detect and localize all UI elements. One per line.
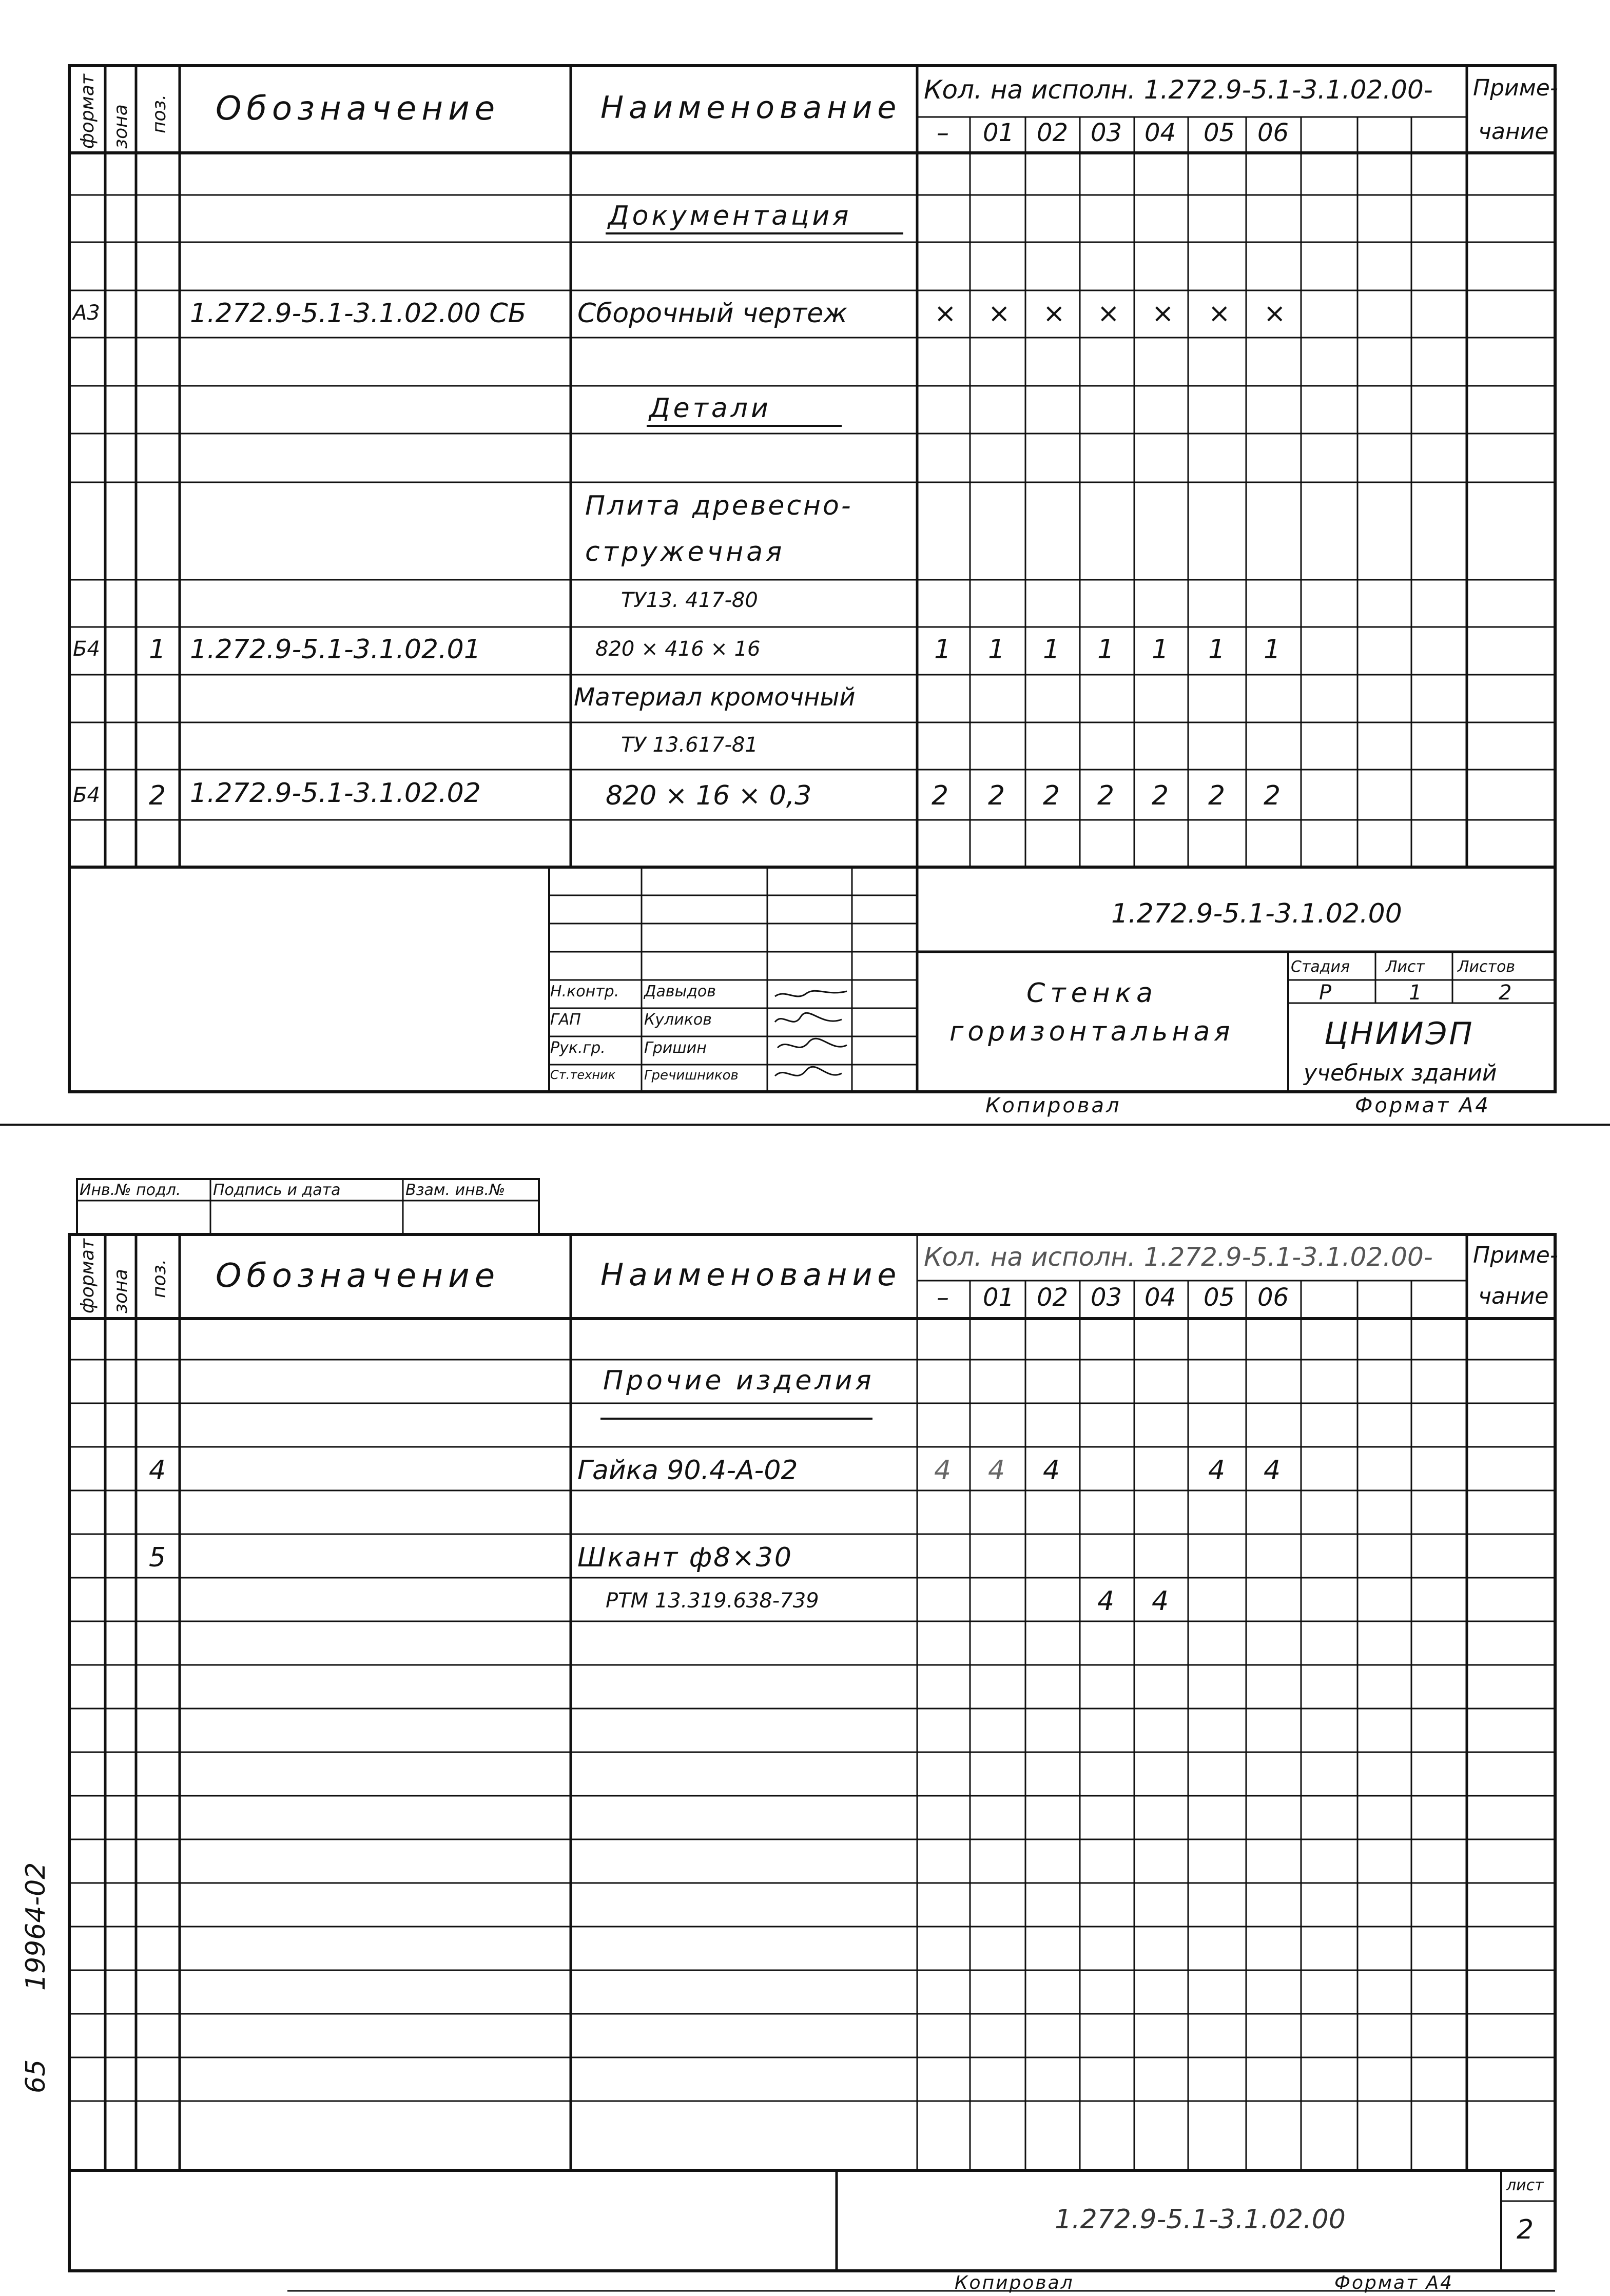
qty-header-label: Кол. на исполн. 1.272.9-5.1-3.1.02.00- bbox=[924, 1242, 1433, 1272]
signer-role: Рук.гр. bbox=[550, 1039, 606, 1057]
row-doc-mark: × bbox=[988, 298, 1011, 329]
stamp-inv-label: Инв.№ подл. bbox=[80, 1181, 181, 1199]
row2-designation: 1.272.9-5.1-3.1.02.02 bbox=[190, 778, 481, 809]
row5-name-line1: Шкант ф8×30 bbox=[577, 1542, 793, 1573]
col-name-label: Наименование bbox=[600, 1257, 902, 1293]
col-pos-label: поз. bbox=[149, 94, 170, 133]
variant-label: 01 bbox=[983, 119, 1015, 147]
material-line2: ТУ 13.617-81 bbox=[621, 733, 758, 757]
section-other-heading: Прочие изделия bbox=[603, 1365, 875, 1396]
copied-note: Копировал bbox=[985, 1094, 1121, 1117]
col-format-label: формат bbox=[77, 74, 98, 149]
row1-qty: 1 bbox=[934, 634, 952, 665]
signer-role: ГАП bbox=[550, 1011, 581, 1029]
variant-label: 04 bbox=[1145, 1283, 1176, 1312]
org-line1: ЦНИИЭП bbox=[1324, 1016, 1475, 1052]
row5-name-line2: РТМ 13.319.638-739 bbox=[606, 1589, 819, 1613]
row2-qty: 2 bbox=[1208, 780, 1226, 811]
col-designation-label: Обозначение bbox=[216, 90, 500, 128]
sheet-label: Лист bbox=[1386, 958, 1425, 976]
row-doc-designation: 1.272.9-5.1-3.1.02.00 СБ bbox=[190, 298, 527, 329]
signature-scribbles bbox=[770, 981, 852, 1091]
col-name-label: Наименование bbox=[600, 90, 902, 126]
signer-role: Н.контр. bbox=[550, 983, 619, 1000]
footer-sheet-number: 2 bbox=[1517, 2214, 1534, 2245]
row2-qty: 2 bbox=[988, 780, 1005, 811]
copied-note: Копировал bbox=[955, 2272, 1074, 2293]
note-header-bottom: чание bbox=[1478, 1283, 1549, 1309]
margin-note-number: 19964-02 bbox=[21, 1862, 51, 1991]
variant-label: 04 bbox=[1145, 119, 1176, 147]
variant-label: 05 bbox=[1204, 119, 1235, 147]
signer-role: Ст.техник bbox=[550, 1068, 616, 1082]
title-line1: Стенка bbox=[1026, 978, 1158, 1009]
variant-label: – bbox=[937, 119, 949, 147]
title-block-code: 1.272.9-5.1-3.1.02.00 bbox=[1111, 898, 1402, 929]
variant-label: 03 bbox=[1091, 119, 1122, 147]
row5-pos: 5 bbox=[149, 1542, 166, 1573]
row5-qty: 4 bbox=[1152, 1586, 1169, 1617]
row2-pos: 2 bbox=[149, 780, 166, 811]
row1-qty: 1 bbox=[1043, 634, 1060, 665]
row4-pos: 4 bbox=[149, 1455, 166, 1486]
row-doc-mark: × bbox=[1152, 298, 1174, 329]
row-doc-mark: × bbox=[1097, 298, 1120, 329]
variant-label: 06 bbox=[1257, 1283, 1289, 1312]
row4-qty: 4 bbox=[934, 1455, 952, 1486]
row2-qty: 2 bbox=[1097, 780, 1115, 811]
col-designation-label: Обозначение bbox=[216, 1257, 500, 1295]
row5-qty: 4 bbox=[1097, 1586, 1115, 1617]
row2-qty: 2 bbox=[1264, 780, 1281, 811]
row1-qty: 1 bbox=[1264, 634, 1281, 665]
plate-name-line2: стружечная bbox=[585, 537, 785, 567]
col-format-label: формат bbox=[77, 1239, 98, 1313]
stamp-replace-label: Взам. инв.№ bbox=[405, 1181, 506, 1199]
row1-designation: 1.272.9-5.1-3.1.02.01 bbox=[190, 634, 481, 665]
row4-name: Гайка 90.4-А-02 bbox=[577, 1455, 798, 1486]
col-zone-label: зона bbox=[110, 1269, 131, 1313]
stage-label: Стадия bbox=[1291, 958, 1350, 976]
row1-pos: 1 bbox=[149, 634, 166, 665]
row1-qty: 1 bbox=[1152, 634, 1169, 665]
row4-qty: 4 bbox=[1043, 1455, 1060, 1486]
row-doc-mark: × bbox=[934, 298, 957, 329]
row-doc-name: Сборочный чертеж bbox=[577, 298, 847, 329]
sheet-value: 1 bbox=[1409, 981, 1422, 1005]
row-doc-mark: × bbox=[1264, 298, 1286, 329]
signer-name: Гришин bbox=[644, 1039, 707, 1057]
row1-qty: 1 bbox=[1208, 634, 1226, 665]
variant-label: 05 bbox=[1204, 1283, 1235, 1312]
sheets-value: 2 bbox=[1499, 981, 1512, 1005]
col-pos-label: поз. bbox=[149, 1259, 170, 1298]
variant-label: 06 bbox=[1257, 119, 1289, 147]
row1-name: 820 × 416 × 16 bbox=[595, 637, 761, 661]
format-note: Формат А4 bbox=[1334, 2272, 1454, 2293]
note-header-top: Приме- bbox=[1473, 75, 1558, 101]
variant-label: – bbox=[937, 1283, 949, 1312]
row2-qty: 2 bbox=[1152, 780, 1169, 811]
row4-qty: 4 bbox=[1208, 1455, 1226, 1486]
sheets-label: Листов bbox=[1458, 958, 1516, 976]
org-line2: учебных зданий bbox=[1304, 1060, 1497, 1086]
stamp-sign-label: Подпись и дата bbox=[213, 1181, 341, 1199]
row1-qty: 1 bbox=[988, 634, 1005, 665]
stage-value: Р bbox=[1319, 981, 1332, 1005]
section-parts-heading: Детали bbox=[649, 393, 771, 424]
row-doc-mark: × bbox=[1043, 298, 1065, 329]
material-line1: Материал кромочный bbox=[574, 683, 856, 712]
row1-format: Б4 bbox=[73, 637, 100, 661]
row1-qty: 1 bbox=[1097, 634, 1115, 665]
row-doc-mark: × bbox=[1208, 298, 1231, 329]
signer-name: Гречишников bbox=[644, 1068, 739, 1083]
signer-name: Куликов bbox=[644, 1011, 712, 1029]
footer-sheet-label: лист bbox=[1506, 2176, 1544, 2194]
variant-label: 02 bbox=[1037, 119, 1069, 147]
section-docs-heading: Документация bbox=[608, 201, 852, 231]
variant-label: 03 bbox=[1091, 1283, 1122, 1312]
col-zone-label: зона bbox=[110, 104, 131, 149]
qty-header-label: Кол. на исполн. 1.272.9-5.1-3.1.02.00- bbox=[924, 75, 1433, 105]
format-note: Формат А4 bbox=[1355, 1094, 1490, 1117]
row2-name: 820 × 16 × 0,3 bbox=[606, 780, 812, 811]
note-header-bottom: чание bbox=[1478, 119, 1549, 145]
plate-name-line3: ТУ13. 417-80 bbox=[621, 588, 758, 612]
plate-name-line1: Плита древесно- bbox=[585, 490, 853, 521]
row4-qty: 4 bbox=[1264, 1455, 1281, 1486]
row2-qty: 2 bbox=[1043, 780, 1060, 811]
row2-format: Б4 bbox=[73, 783, 100, 807]
note-header-top: Приме- bbox=[1473, 1242, 1558, 1268]
variant-label: 02 bbox=[1037, 1283, 1069, 1312]
row2-qty: 2 bbox=[932, 780, 949, 811]
row4-qty: 4 bbox=[988, 1455, 1005, 1486]
signer-name: Давыдов bbox=[644, 983, 716, 1000]
row-doc-format: А3 bbox=[73, 301, 100, 325]
variant-label: 01 bbox=[983, 1283, 1015, 1312]
margin-note-page: 65 bbox=[21, 2059, 51, 2093]
footer-code: 1.272.9-5.1-3.1.02.00 bbox=[1055, 2204, 1346, 2235]
title-line2: горизонтальная bbox=[949, 1016, 1234, 1047]
